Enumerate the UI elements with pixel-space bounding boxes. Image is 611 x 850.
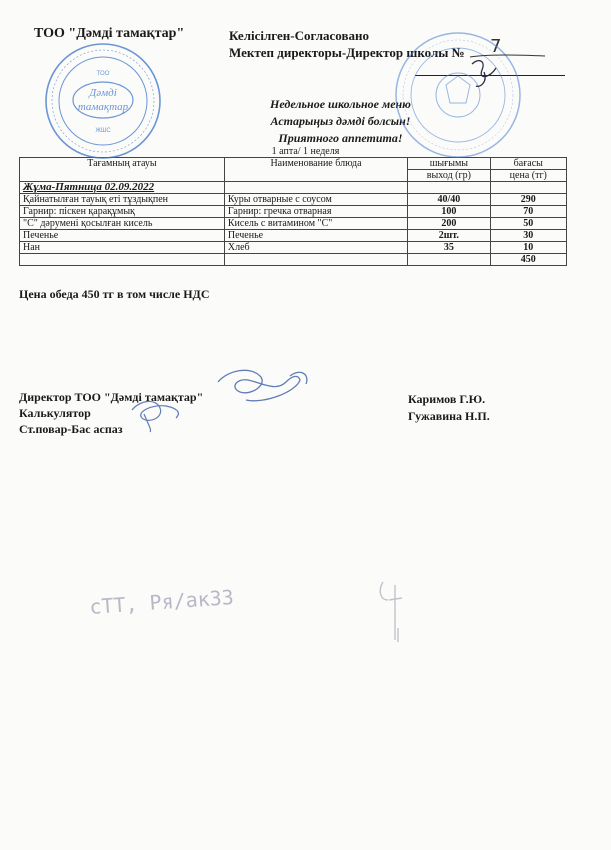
dish-yield: 100	[408, 206, 490, 218]
dish-price: 290	[490, 194, 566, 206]
stamp-center-line2: тамақтар	[77, 101, 129, 113]
director-signature	[218, 370, 307, 400]
menu-greeting-kz: Астарыңыз дәмді болсын!	[270, 114, 411, 128]
director-role: Директор ТОО "Дәмді тамақтар"	[19, 390, 204, 404]
stamp-top-text: ТОО	[96, 71, 110, 77]
school-stamp	[396, 33, 520, 157]
header-yield-kz: шығымы	[408, 158, 490, 170]
company-name: ТОО "Дәмді тамақтар"	[34, 26, 185, 41]
dish-kz: Гарнир: піскен қарақұмық	[20, 206, 225, 218]
dish-kz: "С" дәрумені қосылған кисель	[20, 218, 225, 230]
pencil-mark	[380, 582, 402, 642]
week-label: 1 апта/ 1 неделя	[271, 146, 340, 157]
dish-yield: 2шт.	[408, 230, 490, 242]
dish-kz: Печенье	[20, 230, 225, 242]
dish-yield: 200	[408, 218, 490, 230]
calculator-role: Калькулятор	[19, 406, 91, 420]
pencil-note: сТТ, Ря/ак33	[88, 584, 235, 619]
cook-role: Ст.повар-Бас аспаз	[19, 422, 123, 436]
dish-price: 50	[490, 218, 566, 230]
menu-greeting-ru: Приятного аппетита!	[278, 131, 403, 145]
dish-ru: Кисель с витамином "С"	[224, 218, 407, 230]
dish-price: 10	[490, 242, 566, 254]
stamp-center-line1: Дәмді	[89, 87, 117, 99]
approval-director: Мектеп директоры-Директор школы №	[229, 45, 465, 60]
menu-title: Недельное школьное меню	[270, 97, 411, 111]
header-price-kz: бағасы	[490, 158, 566, 170]
dish-kz: Қайнатылған тауық еті тұздықпен	[20, 194, 225, 206]
header-yield-ru: выход (гр)	[408, 170, 490, 182]
director-name: Каримов Г.Ю.	[408, 392, 486, 406]
total-price: 450	[490, 254, 566, 266]
price-note: Цена обеда 450 тг в том числе НДС	[19, 287, 210, 301]
dish-price: 30	[490, 230, 566, 242]
calculator-name: Гужавина Н.П.	[408, 409, 490, 423]
approval-title: Келісілген-Согласовано	[229, 28, 369, 43]
dish-yield: 35	[408, 242, 490, 254]
dish-kz: Нан	[20, 242, 225, 254]
stamp-bottom-text: ЖШС	[95, 128, 111, 134]
calculator-signature	[132, 401, 178, 432]
school-number-handwritten: 7	[490, 36, 502, 57]
company-stamp	[46, 44, 160, 158]
dish-price: 70	[490, 206, 566, 218]
dish-ru: Печенье	[224, 230, 407, 242]
header-kz-name: Тағамның атауы	[20, 158, 225, 182]
dish-ru: Хлеб	[224, 242, 407, 254]
dish-ru: Куры отварные с соусом	[224, 194, 407, 206]
header-ru-name: Наименование блюда	[224, 158, 407, 182]
dish-yield: 40/40	[408, 194, 490, 206]
dish-ru: Гарнир: гречка отварная	[224, 206, 407, 218]
header-price-ru: цена (тг)	[490, 170, 566, 182]
day-label: Жұма-Пятница 02.09.2022	[20, 182, 225, 194]
